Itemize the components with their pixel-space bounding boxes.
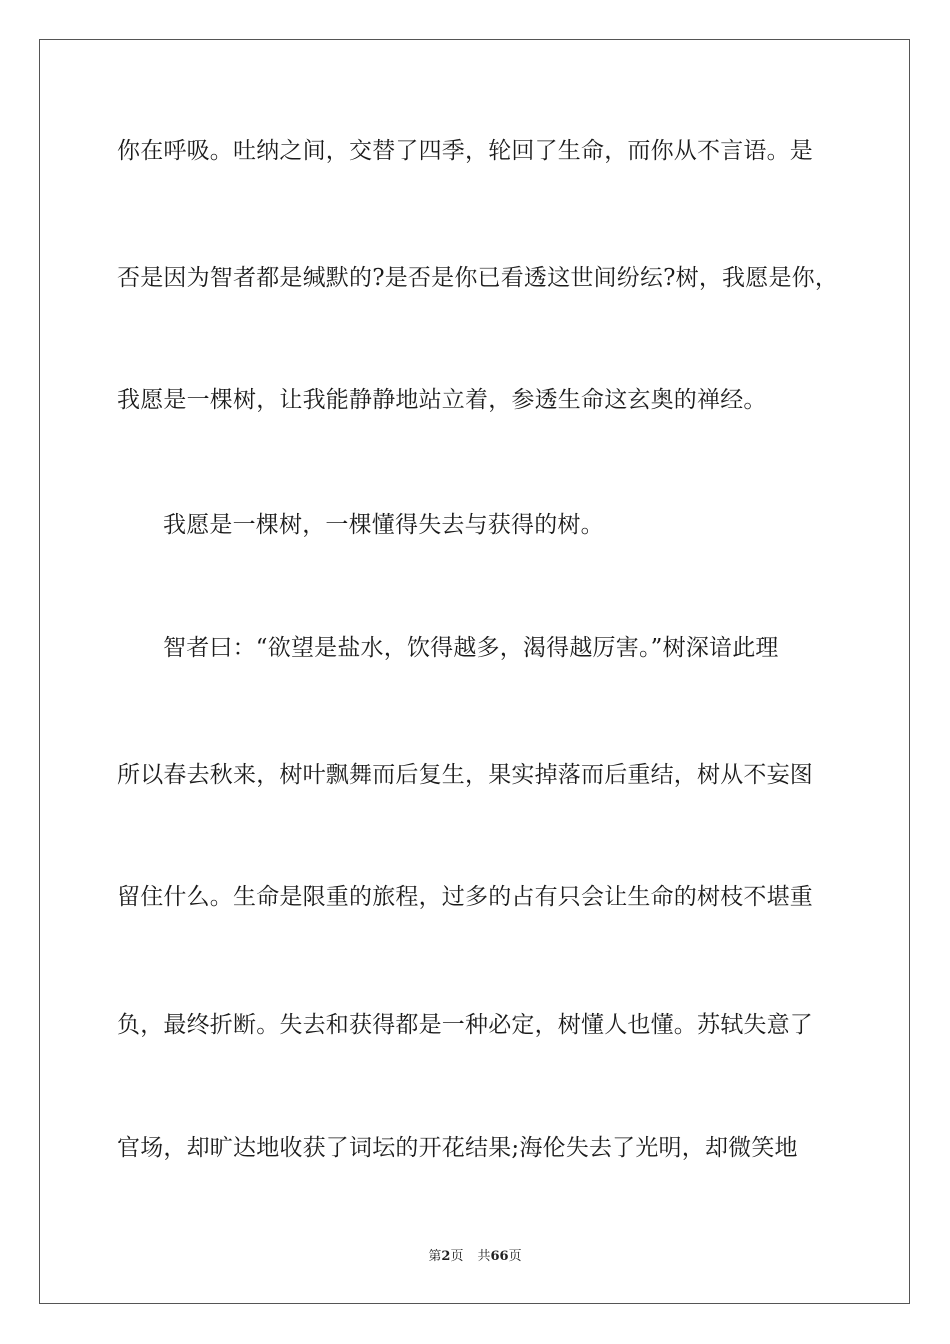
page-border <box>39 39 910 1304</box>
body-text-line-1: 你在呼吸。吐纳之间，交替了四季，轮回了生命，而你从不言语。是 <box>117 138 813 164</box>
page-suffix: 页 <box>450 1249 464 1264</box>
total-pages: 66 <box>490 1249 509 1264</box>
body-text-line-8: 负，最终折断。失去和获得都是一种必定，树懂人也懂。苏轼失意了 <box>117 1012 813 1038</box>
page-prefix: 第 <box>428 1249 442 1264</box>
body-text-line-4: 我愿是一棵树，一棵懂得失去与获得的树。 <box>163 512 604 538</box>
body-text-line-2: 否是因为智者都是缄默的?是否是你已看透这世间纷纭?树，我愿是你， <box>117 265 839 291</box>
page-footer <box>0 1245 950 1264</box>
body-text-line-3: 我愿是一棵树，让我能静静地站立着，参透生命这玄奥的禅经。 <box>117 387 767 413</box>
total-prefix: 共 <box>477 1249 491 1264</box>
body-text-line-9: 官场，却旷达地收获了词坛的开花结果;海伦失去了光明，却微笑地 <box>117 1135 798 1161</box>
total-suffix: 页 <box>508 1249 522 1264</box>
page-number: 2 <box>441 1249 451 1264</box>
body-text-line-5: 智者曰：“欲望是盐水，饮得越多，渴得越厉害。”树深谙此理 <box>163 635 779 661</box>
body-text-line-7: 留住什么。生命是限重的旅程，过多的占有只会让生命的树枝不堪重 <box>117 884 813 910</box>
body-text-line-6: 所以春去秋来，树叶飘舞而后复生，果实掉落而后重结，树从不妄图 <box>117 762 813 788</box>
